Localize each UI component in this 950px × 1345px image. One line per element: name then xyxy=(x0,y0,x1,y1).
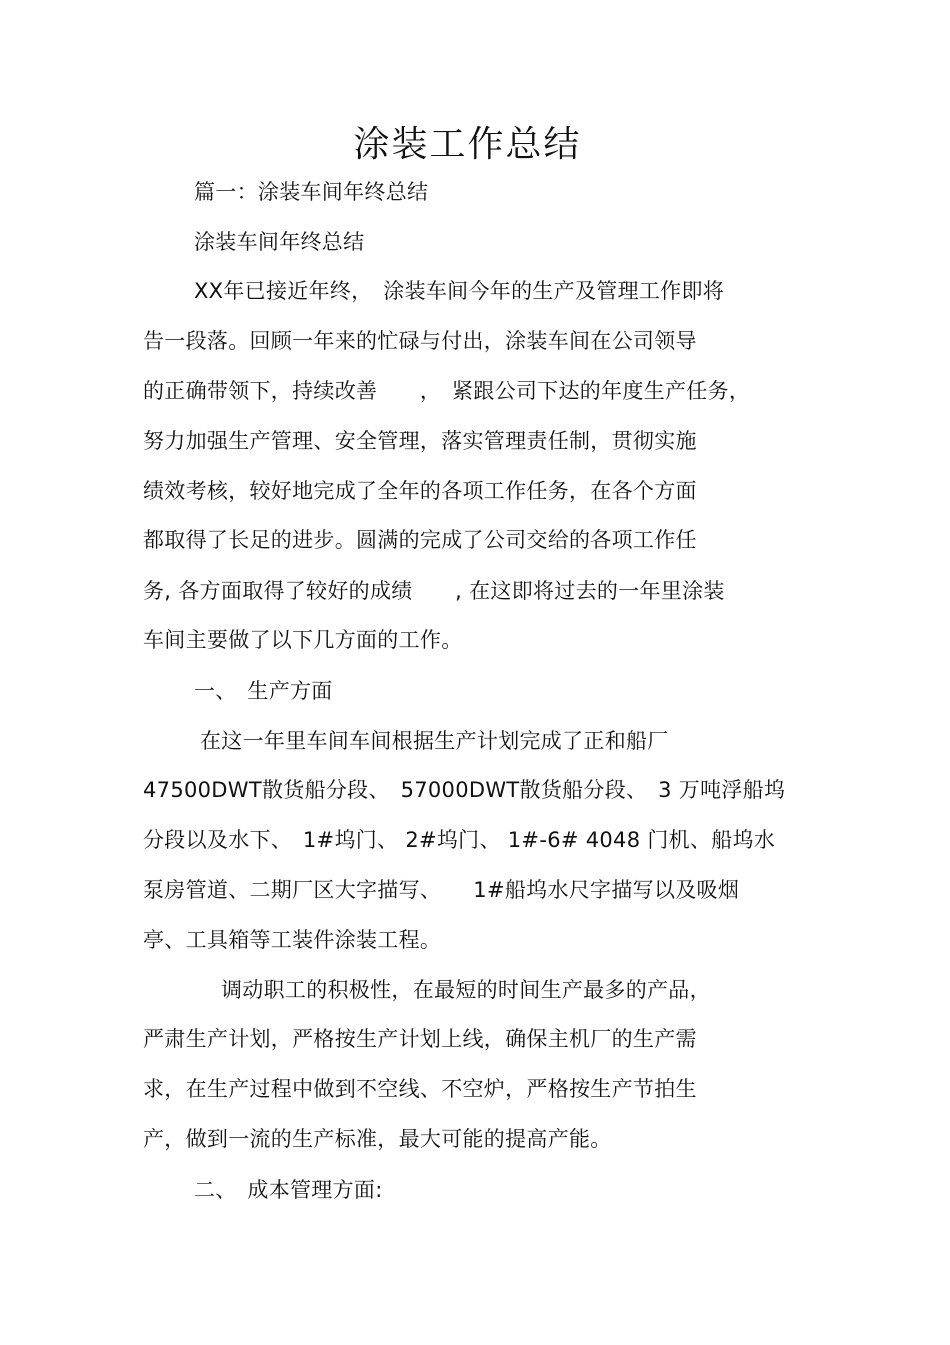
paragraph-line: 在这一年里车间车间根据生产计划完成了正和船厂 xyxy=(200,729,669,753)
paragraph-line: 调动职工的积极性，在最短的时间生产最多的产品， xyxy=(221,978,711,1002)
paragraph-line: 务, 各方面取得了较好的成绩 , 在这即将过去的一年里涂装 xyxy=(143,579,725,603)
section-heading: 二、 成本管理方面: xyxy=(194,1178,383,1202)
section-heading: 篇一：涂装车间年终总结 xyxy=(194,180,429,204)
paragraph-line: XX年已接近年终， 涂装车间今年的生产及管理工作即将 xyxy=(194,279,725,303)
section-heading: 一、 生产方面 xyxy=(194,679,333,703)
paragraph-line: 泵房管道、二期厂区大字描写、 1#船坞水尺字描写以及吸烟 xyxy=(143,878,740,902)
subtitle: 涂装车间年终总结 xyxy=(194,230,365,254)
paragraph-line: 47500DWT散货船分段、 57000DWT散货船分段、 3 万吨浮船坞 xyxy=(143,778,786,802)
paragraph-line: 都取得了长足的进步。圆满的完成了公司交给的各项工作任 xyxy=(143,528,697,552)
paragraph-line: 努力加强生产管理、安全管理，落实管理责任制，贯彻实施 xyxy=(143,429,697,453)
paragraph-line: 严肃生产计划，严格按生产计划上线，确保主机厂的生产需 xyxy=(143,1027,697,1051)
paragraph-line: 车间主要做了以下几方面的工作。 xyxy=(143,628,463,652)
paragraph-line: 产，做到一流的生产标准，最大可能的提高产能。 xyxy=(143,1127,612,1151)
paragraph-line: 告一段落。回顾一年来的忙碌与付出，涂装车间在公司领导 xyxy=(143,329,697,353)
paragraph-line: 求，在生产过程中做到不空线、不空炉，严格按生产节拍生 xyxy=(143,1077,697,1101)
paragraph-line: 绩效考核，较好地完成了全年的各项工作任务，在各个方面 xyxy=(143,479,697,503)
paragraph-line: 亭、工具箱等工装件涂装工程。 xyxy=(143,928,442,952)
paragraph-line: 的正确带领下，持续改善 ， 紧跟公司下达的年度生产任务， xyxy=(143,379,751,403)
paragraph-line: 分段以及水下、 1#坞门、 2#坞门、 1#-6# 4048 门机、船坞水 xyxy=(143,828,776,852)
document-title: 涂装工作总结 xyxy=(353,124,582,165)
